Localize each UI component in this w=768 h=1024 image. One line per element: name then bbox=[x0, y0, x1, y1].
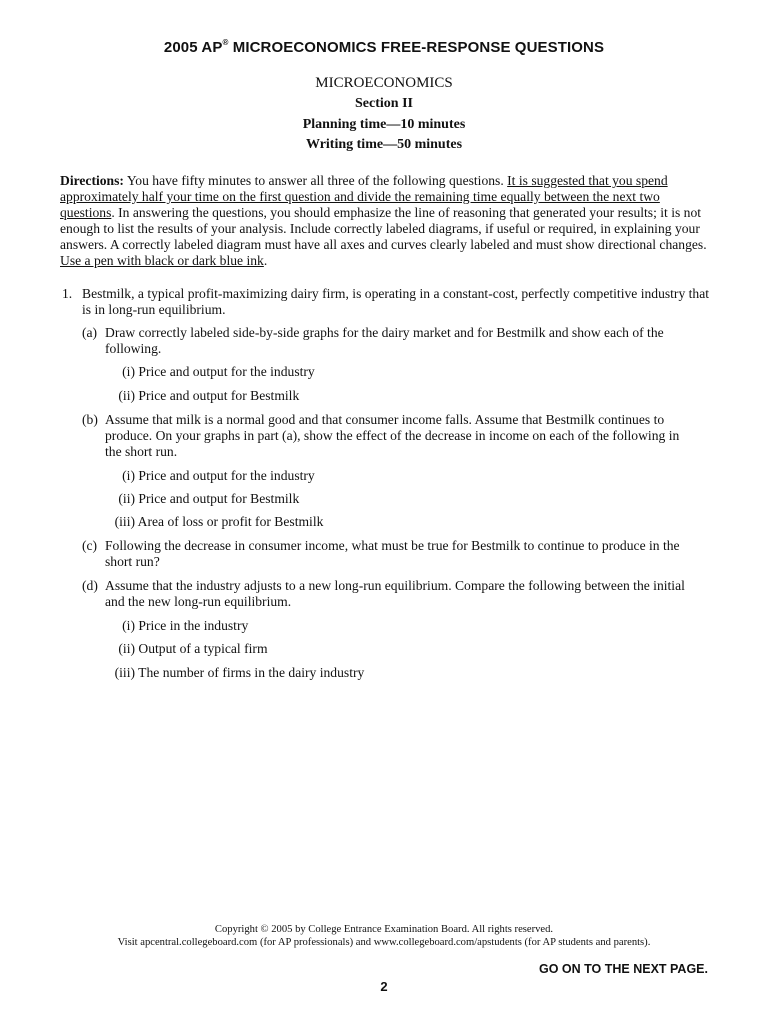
directions-text: . bbox=[263, 253, 268, 268]
copyright-line: Copyright © 2005 by College Entrance Examination Board. All rights reserved. bbox=[214, 924, 554, 935]
visit-line: Visit apcentral.collegeboard.com (for AP professionals) and www.collegeboard.com/apstudents (for AP students and parents). bbox=[117, 937, 651, 948]
directions-underlined-ink: Use a pen with black or dark blue ink bbox=[60, 253, 264, 268]
subject-heading: MICROECONOMICS bbox=[315, 75, 453, 91]
part-label: (d) bbox=[82, 578, 98, 593]
list-item: (ii) Output of a typical firm bbox=[118, 641, 268, 656]
part-label: (b) bbox=[82, 412, 98, 427]
go-to-next-page: GO ON TO THE NEXT PAGE. bbox=[538, 962, 708, 976]
title-suffix: MICROECONOMICS FREE-RESPONSE QUESTIONS bbox=[228, 39, 605, 56]
part-c bbox=[82, 538, 702, 570]
directions-text: You have fifty minutes to answer all three of the following questions. bbox=[123, 173, 508, 188]
part-text: Assume that the industry adjusts to a new long-run equilibrium. Compare the following between the initial and the new long-run equilibrium. bbox=[105, 578, 685, 609]
list-item: (i) Price and output for the industry bbox=[122, 468, 315, 483]
page-number: 2 bbox=[380, 979, 388, 994]
directions-underlined-advice: It is suggested that you spend approximately half your time on the first question and divide the remaining time equally between the next two questions bbox=[60, 173, 668, 220]
list-item: (iii) The number of firms in the dairy industry bbox=[114, 665, 365, 680]
part-text: Assume that milk is a normal good and that consumer income falls. Assume that Bestmilk continues to produce. On your graphs in part (a), show the effect of the decrease in income on each of the following in the short run. bbox=[105, 412, 680, 459]
question-1 bbox=[60, 286, 710, 318]
part-a bbox=[82, 325, 702, 357]
part-d bbox=[82, 578, 702, 610]
title-prefix: 2005 AP bbox=[163, 39, 223, 56]
registered-mark: ® bbox=[222, 38, 229, 47]
list-item: (i) Price in the industry bbox=[122, 618, 249, 633]
section-heading: Section II bbox=[355, 96, 413, 111]
question-number: 1. bbox=[62, 286, 73, 301]
footer-copyright bbox=[0, 923, 768, 949]
part-label: (a) bbox=[82, 325, 98, 340]
list-item: (i) Price and output for the industry bbox=[122, 364, 315, 379]
directions-paragraph bbox=[60, 173, 710, 269]
writing-time: Writing time—50 minutes bbox=[305, 137, 463, 152]
part-b bbox=[82, 412, 702, 460]
list-item: (iii) Area of loss or profit for Bestmilk bbox=[114, 514, 324, 529]
directions-label: Directions: bbox=[60, 173, 124, 188]
page-header-title bbox=[0, 38, 768, 56]
question-stem: Bestmilk, a typical profit-maximizing dairy firm, is operating in a constant-cost, perfectly competitive industry that is in long-run equilibrium. bbox=[82, 286, 710, 317]
part-text: Following the decrease in consumer income, what must be true for Bestmilk to continue to produce in the short run? bbox=[105, 538, 680, 569]
part-text: Draw correctly labeled side-by-side graphs for the dairy market and for Bestmilk and show each of the following. bbox=[105, 325, 664, 356]
list-item: (ii) Price and output for Bestmilk bbox=[118, 491, 300, 506]
part-label: (c) bbox=[82, 538, 98, 553]
planning-time: Planning time—10 minutes bbox=[302, 117, 466, 132]
directions-text: . In answering the questions, you should emphasize the line of reasoning that generated your results; it is not enough to list the results of your analysis. Include correctly labeled diagrams, if useful or required, in explaining your answers. A correctly labeled diagram must have all axes and curves clearly labeled and must show directional changes. bbox=[60, 205, 707, 252]
list-item: (ii) Price and output for Bestmilk bbox=[118, 388, 300, 403]
